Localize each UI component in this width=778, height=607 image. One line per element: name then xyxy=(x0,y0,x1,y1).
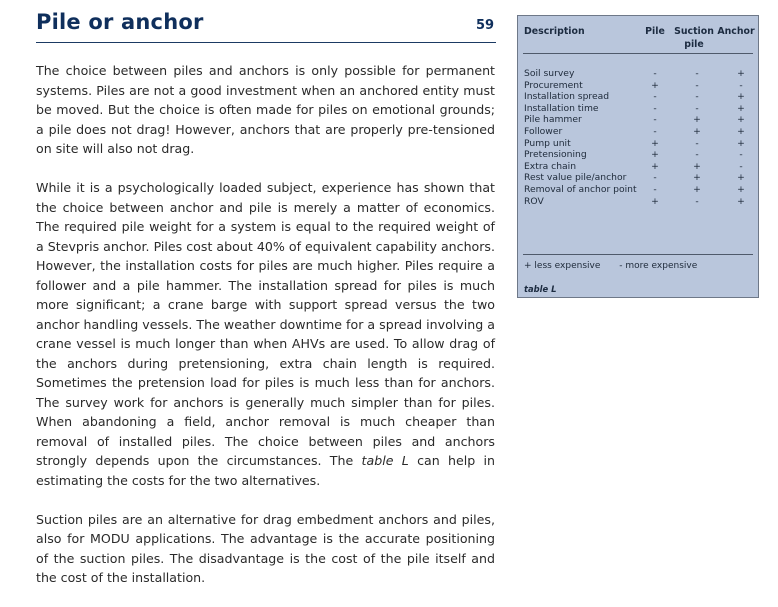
row-description: Extra chain xyxy=(524,160,577,172)
legend-divider xyxy=(523,254,753,255)
row-suction-value: - xyxy=(695,91,699,103)
paragraph-3: Suction piles are an alternative for drag embedment anchors and piles, also for MODU applications. The advantage is the accurate positioning of the suction piles. The disadvantage is the cost of the pile itself and the cost of the installation. xyxy=(36,511,495,585)
table-row xyxy=(524,161,756,173)
row-description: Procurement xyxy=(524,79,583,91)
row-anchor-value: + xyxy=(737,137,745,149)
row-suction-value: - xyxy=(695,195,699,207)
row-pile-value: - xyxy=(653,102,657,114)
row-suction-value: + xyxy=(693,183,701,195)
row-anchor-value: + xyxy=(737,68,745,79)
row-suction-value: - xyxy=(695,68,699,79)
row-pile-value: + xyxy=(651,149,659,161)
row-anchor-value: + xyxy=(737,172,745,184)
table-row xyxy=(524,80,756,92)
paragraph-1: The choice between piles and anchors is only possible for permanent systems. Piles are not a good investment when an anchored entity must be moved. But the choice is often made for piles on emotional grounds; a pile does not drag! However, anchors that are properly pre-tensioned on site will also not drag. xyxy=(36,63,495,156)
row-anchor-value: + xyxy=(737,91,745,103)
table-row xyxy=(524,172,756,184)
row-anchor-value: + xyxy=(737,114,745,126)
page-number: 59 xyxy=(476,18,495,33)
header-anchor: Anchor xyxy=(717,26,755,37)
row-pile-value: - xyxy=(653,172,657,184)
row-description: ROV xyxy=(524,195,544,207)
table-row xyxy=(524,184,756,196)
row-suction-value: + xyxy=(693,160,701,172)
row-suction-value: - xyxy=(695,137,699,149)
cost-comparison-table xyxy=(517,15,759,298)
row-description: Pile hammer xyxy=(524,114,582,126)
row-anchor-value: + xyxy=(737,195,745,207)
row-description: Removal of anchor point xyxy=(524,183,637,195)
row-description: Pump unit xyxy=(524,137,571,149)
table-caption: table L xyxy=(524,284,557,294)
row-description: Soil survey xyxy=(524,68,575,79)
header-suction-pile: Suction pile xyxy=(674,26,714,50)
header-pile: Pile xyxy=(645,26,665,37)
row-description: Follower xyxy=(524,125,563,137)
row-description: Rest value pile/anchor xyxy=(524,172,627,184)
row-anchor-value: + xyxy=(737,102,745,114)
row-suction-value: + xyxy=(693,125,701,137)
row-pile-value: - xyxy=(653,125,657,137)
table-reference: table L xyxy=(361,453,409,468)
table-row xyxy=(524,68,756,80)
header-divider xyxy=(523,53,753,54)
row-anchor-value: - xyxy=(739,149,743,161)
paragraph-2-text: While it is a psychologically loaded subject, experience has shown that the choice between anchor and pile is merely a matter of economics. The required pile weight for a system is equal to the required weight of a Stevpris anchor. Piles cost about 40% of equivalent capability anchors. However, the installation costs for piles are much higher. Piles require a follower and a pile hammer. The installation spread for piles is much more significant; a crane barge with support spread versus the two anchor handling vessels. The weather downtime for a spread involving a crane vessel is much longer than when AHVs are used. To allow drag of the anchors during pretensioning, extra chain length is required. Sometimes the pretension load for piles is much less than for anchors. The survey work for anchors is generally much simpler than for piles. When abandoning a field, anchor removal is much cheaper than removal of installed piles. The choice between piles and anchors strongly depends upon the circumstances. The xyxy=(36,180,495,468)
row-suction-value: + xyxy=(693,114,701,126)
row-anchor-value: - xyxy=(739,79,743,91)
legend-plus: + less expensive xyxy=(524,261,601,271)
table-row xyxy=(524,138,756,150)
row-suction-value: - xyxy=(695,102,699,114)
row-pile-value: + xyxy=(651,79,659,91)
row-anchor-value: + xyxy=(737,125,745,137)
row-anchor-value: - xyxy=(739,160,743,172)
row-description: Installation spread xyxy=(524,91,610,103)
table-body xyxy=(524,68,756,207)
row-pile-value: - xyxy=(653,91,657,103)
table-row xyxy=(524,103,756,115)
table-row xyxy=(524,149,756,161)
row-suction-value: + xyxy=(693,172,701,184)
table-row xyxy=(524,91,756,103)
header-description: Description xyxy=(524,26,585,37)
title-rule xyxy=(36,42,496,43)
row-suction-value: - xyxy=(695,79,699,91)
row-suction-value: - xyxy=(695,149,699,161)
legend-minus: - more expensive xyxy=(619,261,698,271)
page-title: Pile or anchor xyxy=(36,10,204,34)
row-pile-value: + xyxy=(651,137,659,149)
table-row xyxy=(524,114,756,126)
row-description: Pretensioning xyxy=(524,149,587,161)
table-legend xyxy=(524,261,713,271)
row-pile-value: - xyxy=(653,114,657,126)
row-pile-value: + xyxy=(651,195,659,207)
paragraph-2-tail: can help in estimating the costs for the two alternatives. xyxy=(36,453,495,488)
row-anchor-value: + xyxy=(737,183,745,195)
row-description: Installation time xyxy=(524,102,599,114)
table-row xyxy=(524,196,756,208)
paragraph-2 xyxy=(36,178,495,490)
row-pile-value: - xyxy=(653,183,657,195)
row-pile-value: + xyxy=(651,160,659,172)
row-pile-value: - xyxy=(653,68,657,79)
body-text xyxy=(36,61,495,607)
table-row xyxy=(524,126,756,138)
